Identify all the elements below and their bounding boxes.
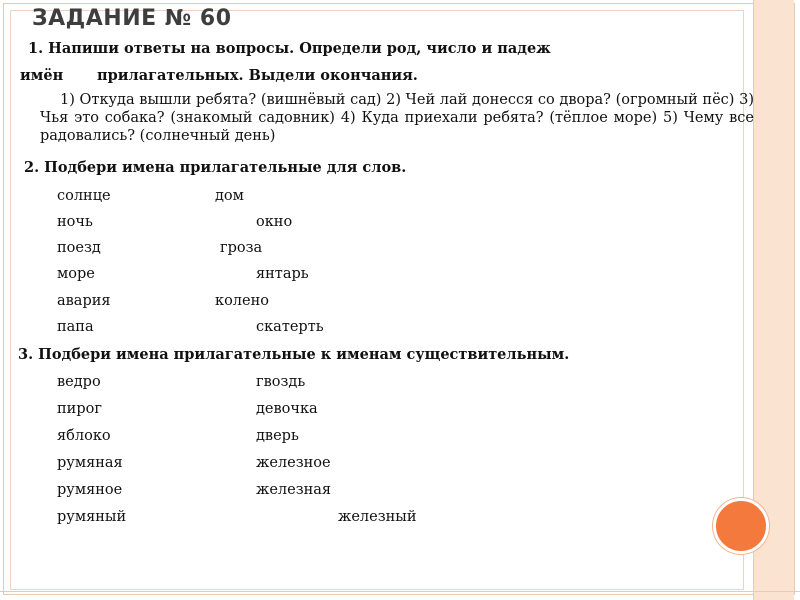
task3-word: дверь: [256, 428, 299, 444]
task2-word: папа: [57, 319, 94, 335]
task2-word: поезд: [57, 240, 101, 256]
task2-word: колено: [215, 293, 269, 309]
task3-word: румяный: [57, 509, 127, 525]
task1-questions: 1) Откуда вышли ребята? (вишнёвый сад) 2) Чей лай донесся со двора? (огромный пёс) 3) Чья это собака? (знакомый садовник) 4) Куда приехали ребята? (тёплое море) 5) Чему все радовались? (солнечный день): [40, 92, 754, 144]
task2-word: янтарь: [256, 266, 309, 282]
task3-word: румяное: [57, 482, 123, 498]
task3-heading: 3. Подбери имена прилагательные к именам существительным.: [18, 346, 570, 363]
task3-word: румяная: [57, 455, 123, 471]
task3-word: ведро: [57, 374, 101, 390]
task2-heading: 2. Подбери имена прилагательные для слов.: [24, 159, 407, 176]
task2-word: море: [57, 266, 95, 282]
decorative-bottom-line: [0, 591, 800, 592]
task2-word: скатерть: [256, 319, 324, 335]
task3-word: пирог: [57, 401, 102, 417]
task2-word: окно: [256, 214, 293, 230]
task1-heading-line1: 1. Напиши ответы на вопросы. Определи род, число и падеж: [28, 40, 551, 57]
task3-word: железный: [338, 509, 417, 525]
task2-word: гроза: [220, 240, 263, 256]
task3-word: гвоздь: [256, 374, 306, 390]
task1-heading-line2-a: имён: [20, 67, 64, 84]
task3-word: железное: [256, 455, 331, 471]
decorative-orange-circle: [713, 498, 769, 554]
task1-heading-line2-b: прилагательных. Выдели окончания.: [97, 67, 418, 84]
task2-word: ночь: [57, 214, 93, 230]
task3-word: яблоко: [57, 428, 111, 444]
task3-word: железная: [256, 482, 332, 498]
task2-word: авария: [57, 293, 111, 309]
page-title: ЗАДАНИЕ № 60: [32, 6, 232, 31]
task2-word: дом: [215, 188, 244, 204]
task2-word: солнце: [57, 188, 111, 204]
task3-word: девочка: [256, 401, 318, 417]
